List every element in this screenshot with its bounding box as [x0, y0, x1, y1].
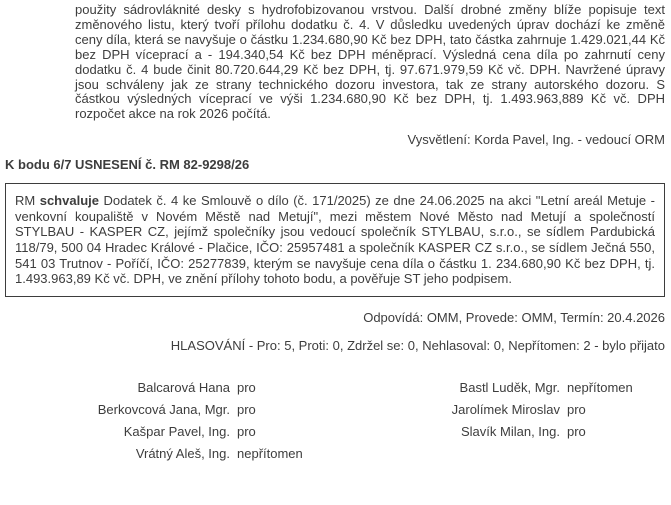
explanation-line: Vysvětlení: Korda Pavel, Ing. - vedoucí ORM [407, 132, 665, 148]
voter-name-empty [333, 446, 560, 461]
voter-vote: pro [237, 423, 256, 439]
resolution-prefix: RM [15, 193, 40, 209]
voter-vote: nepřítomen [237, 445, 303, 461]
voter-name: Kašpar Pavel, Ing. [123, 423, 230, 439]
voter-name: Jarolímek Miroslav [451, 401, 560, 417]
voting-table [0, 380, 671, 461]
voter-name: Bastl Luděk, Mgr. [459, 379, 560, 395]
voter-name: Slavík Milan, Ing. [461, 423, 560, 439]
intro-paragraph: použity sádrovláknité desky s hydrofobizovanou vrstvou. Další drobné změny blíže popisuje text změnového listu, který tvoří přílohu dodatku č. 4. V důsledku uvedených úprav dochází ke změně ceny díla, která se navyšuje o částku 1.234.680,90 Kč bez DPH, tato částka zahrnuje 1.429.021,44 Kč bez DPH víceprací a - 194.340,54 Kč bez DPH méněprací. Výsledná cena díla po zahrnutí ceny dodatku č. 4 bude činit 80.720.644,29 Kč bez DPH, tj. 97.671.979,59 Kč vč. DPH. Navržené úpravy jsou schváleny jak ze strany technického dozoru investora, tak ze strany autorského dozoru. S částkou výsledných víceprací ve výši 1.234.680,90 Kč bez DPH, tj. 1.493.963,889 Kč vč. DPH rozpočet akce na rok 2026 počítá. [75, 2, 665, 122]
voter-vote: nepřítomen [567, 379, 633, 395]
responsibility-line: Odpovídá: OMM, Provede: OMM, Termín: 20.4.2026 [363, 309, 665, 325]
voter-name: Balcarová Hana [137, 379, 230, 395]
resolution-heading: K bodu 6/7 USNESENÍ č. RM 82-9298/26 [5, 157, 250, 173]
resolution-verb: schvaluje [39, 193, 99, 209]
voter-vote: pro [567, 423, 586, 439]
voter-vote: pro [237, 379, 256, 395]
voter-vote: pro [567, 401, 586, 417]
voting-summary: HLASOVÁNÍ - Pro: 5, Proti: 0, Zdržel se: 0, Nehlasoval: 0, Nepřítomen: 2 - bylo přijato [170, 337, 665, 353]
voter-name: Vrátný Aleš, Ing. [135, 445, 230, 461]
resolution-body: Dodatek č. 4 ke Smlouvě o dílo (č. 171/2025) ze dne 24.06.2025 na akci "Letní areál Metuje - venkovní koupaliště v Novém Městě nad Metují", mezi městem Nové Město nad Metují a společností STYLBAU - KASPER CZ, jejímž společníky jsou vedoucí společník STYLBAU, s.r.o., se sídlem Pardubická 118/79, 500 04 Hradec Králové - Plačice, IČO: 25957481 a společník KASPER CZ s.r.o., se sídlem Ječná 550, 541 03 Trutnov - Poříčí, IČO: 25277839, kterým se navyšuje cena díla o částku 1. 234.680,90 Kč bez DPH, tj. 1.493.963,89 Kč vč. DPH, ve znění přílohy tohoto bodu, a pověřuje ST jeho podpisem. [15, 193, 655, 287]
voter-vote-empty [560, 446, 671, 461]
voter-vote: pro [237, 401, 256, 417]
resolution-box [5, 183, 665, 297]
voter-name: Berkovcová Jana, Mgr. [97, 401, 230, 417]
